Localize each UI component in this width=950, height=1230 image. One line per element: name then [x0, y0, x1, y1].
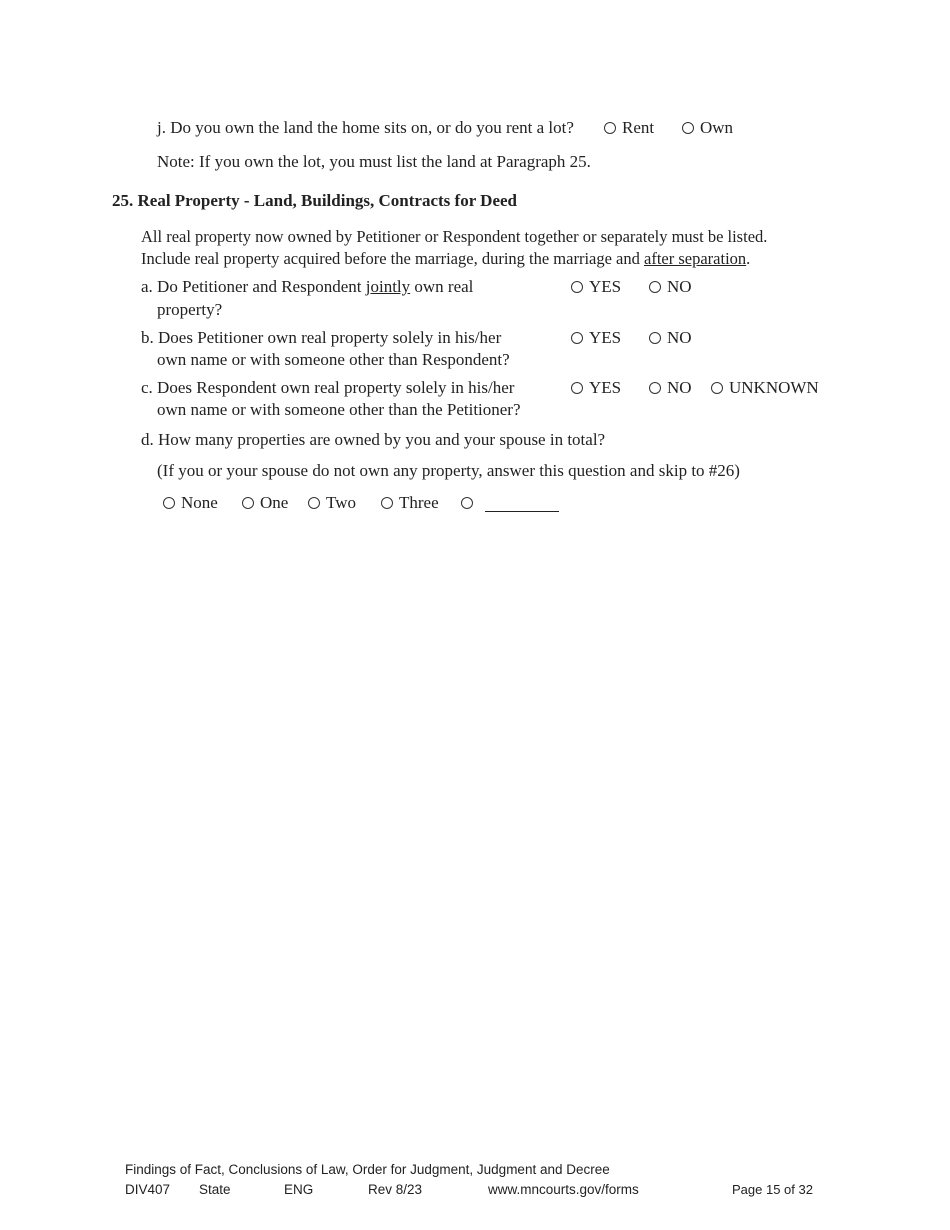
question-j: j. Do you own the land the home sits on, or do you rent a lot? — [157, 118, 574, 137]
question-c-yes-radio[interactable]: YES — [571, 378, 621, 398]
question-b-yes-radio[interactable]: YES — [571, 328, 621, 348]
question-b-no-radio[interactable]: NO — [649, 328, 692, 348]
radio-icon — [571, 382, 583, 394]
question-c-unknown-radio[interactable]: UNKNOWN — [711, 378, 819, 398]
intro-line-1: All real property now owned by Petitioner or Respondent together or separately must be listed. — [141, 227, 768, 246]
question-a-no-radio[interactable]: NO — [649, 277, 692, 297]
radio-icon — [682, 122, 694, 134]
question-c-no-radio[interactable]: NO — [649, 378, 692, 398]
footer-jurisdiction: State — [199, 1182, 231, 1197]
question-c-line-1: c. Does Respondent own real property solely in his/her — [141, 378, 515, 397]
radio-icon — [649, 281, 661, 293]
radio-icon — [163, 497, 175, 509]
properties-none-radio[interactable]: None — [163, 493, 218, 513]
question-d-instruction: (If you or your spouse do not own any property, answer this question and skip to #26) — [157, 461, 740, 480]
question-b-line-2: own name or with someone other than Respondent? — [157, 350, 510, 369]
radio-icon — [308, 497, 320, 509]
properties-one-radio[interactable]: One — [242, 493, 288, 513]
section-25-heading: 25. Real Property - Land, Buildings, Contracts for Deed — [112, 191, 518, 210]
footer-form-id: DIV407 — [125, 1182, 171, 1197]
footer-url[interactable]: www.mncourts.gov/forms — [488, 1182, 639, 1197]
question-a-yes-radio[interactable]: YES — [571, 277, 621, 297]
footer-form-title: Findings of Fact, Conclusions of Law, Order for Judgment, Judgment and Decree — [125, 1162, 610, 1177]
own-radio[interactable]: Own — [682, 118, 733, 138]
properties-other-blank-field[interactable] — [485, 495, 559, 512]
note-j: Note: If you own the lot, you must list the land at Paragraph 25. — [157, 152, 591, 171]
radio-icon — [711, 382, 723, 394]
properties-other-radio[interactable] — [461, 493, 559, 513]
radio-icon — [649, 332, 661, 344]
question-a-line-1: a. Do Petitioner and Respondent jointly own real — [141, 277, 474, 296]
rent-radio[interactable]: Rent — [604, 118, 654, 138]
question-a-line-2: property? — [157, 300, 223, 319]
footer-revision: Rev 8/23 — [368, 1182, 423, 1197]
properties-two-radio[interactable]: Two — [308, 493, 356, 513]
footer-page-number: Page 15 of 32 — [732, 1182, 813, 1197]
radio-icon — [571, 332, 583, 344]
question-b-line-1: b. Does Petitioner own real property solely in his/her — [141, 328, 502, 347]
radio-icon — [571, 281, 583, 293]
properties-three-radio[interactable]: Three — [381, 493, 439, 513]
radio-icon — [242, 497, 254, 509]
intro-line-2: Include real property acquired before the marriage, during the marriage and after separation. — [141, 249, 751, 268]
radio-icon — [381, 497, 393, 509]
footer-language: ENG — [284, 1182, 314, 1197]
question-d: d. How many properties are owned by you and your spouse in total? — [141, 430, 606, 449]
radio-icon — [461, 497, 473, 509]
radio-icon — [649, 382, 661, 394]
question-c-line-2: own name or with someone other than the Petitioner? — [157, 400, 521, 419]
radio-icon — [604, 122, 616, 134]
